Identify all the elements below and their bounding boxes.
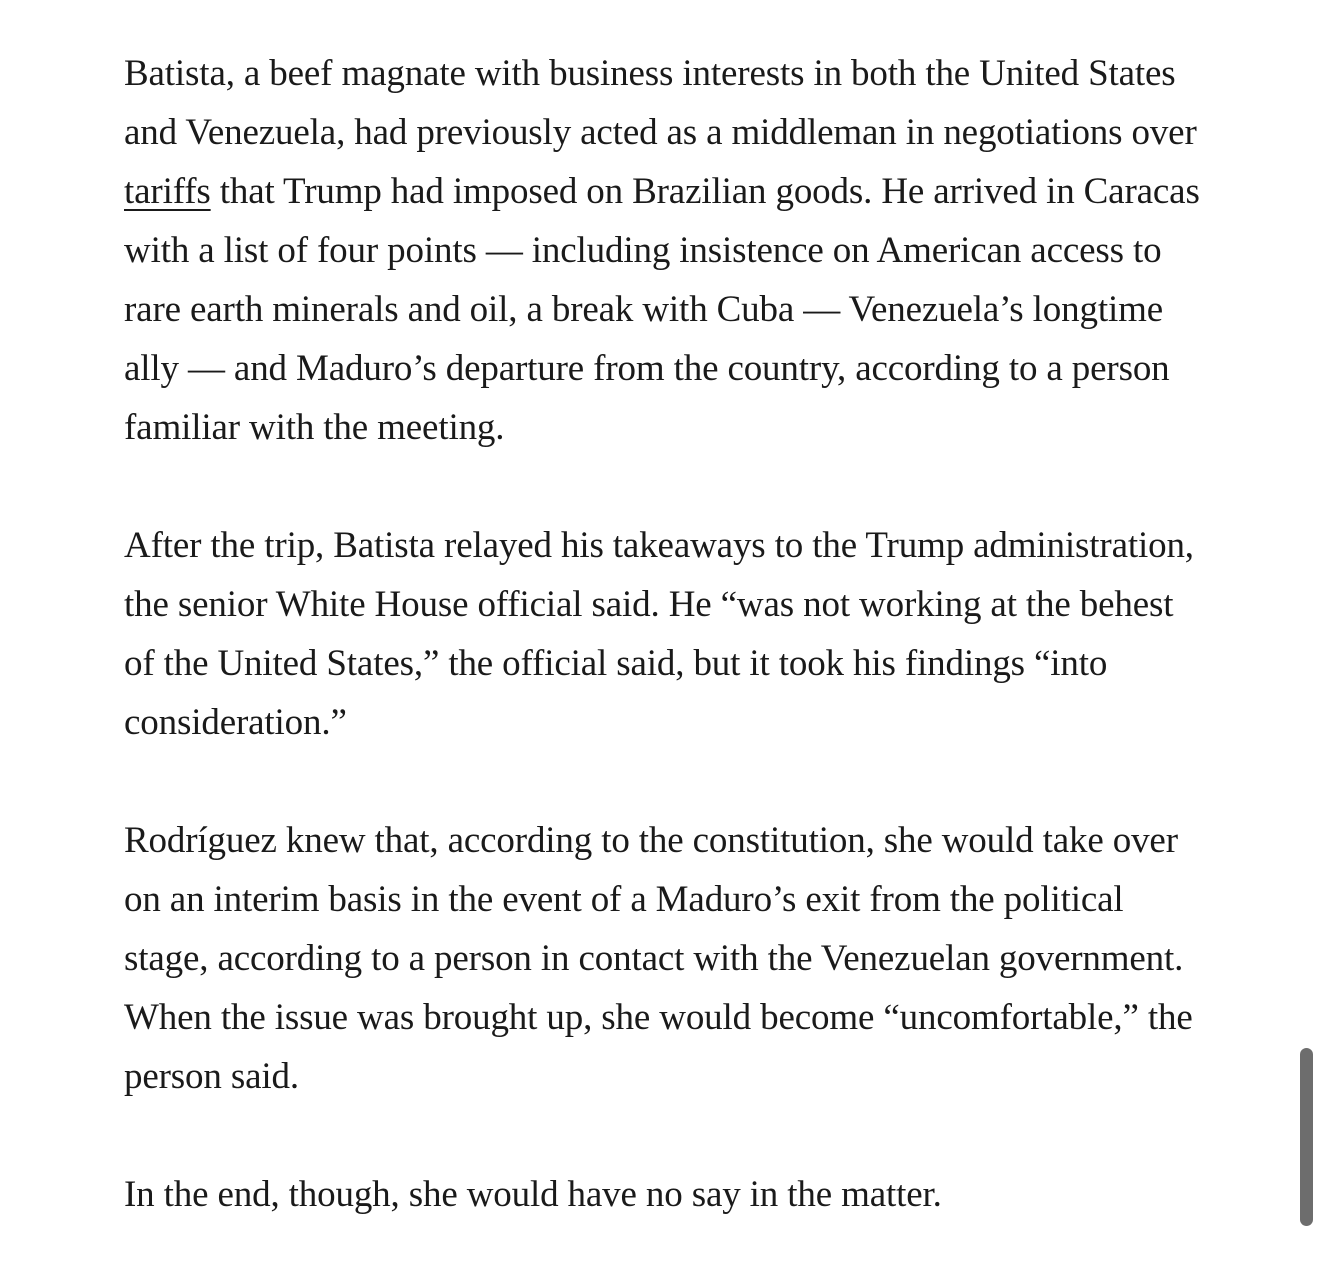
paragraph-after-trip: After the trip, Batista relayed his takeaways to the Trump administration, the senior White House official said. He “was not working at the behest of the United States,” the official said, but it took his findings “into consideration.” xyxy=(124,525,1194,743)
paragraph-text: that Trump had imposed on Brazilian goods. He arrived in Caracas with a list of four points — including insistence on American access to rare earth minerals and oil, a break with Cuba — Venezuela’s longtime ally — and Maduro’s departure from the country, according to a person familiar with the meeting. xyxy=(124,171,1200,448)
paragraph-batista-background xyxy=(124,44,1209,457)
vertical-scrollbar-thumb[interactable] xyxy=(1300,1048,1313,1226)
paragraph-text: Batista, a beef magnate with business interests in both the United States and Venezuela, had previously acted as a middleman in negotiations over xyxy=(124,53,1197,153)
paragraph-in-the-end: In the end, though, she would have no say in the matter. xyxy=(124,1174,942,1215)
paragraph-rodriguez: Rodríguez knew that, according to the constitution, she would take over on an interim basis in the event of a Maduro’s exit from the political stage, according to a person in contact with the Venezuelan government. When the issue was brought up, she would become “uncomfortable,” the person said. xyxy=(124,820,1193,1097)
article-body xyxy=(124,44,1209,1283)
tariffs-link[interactable]: tariffs xyxy=(124,171,211,212)
